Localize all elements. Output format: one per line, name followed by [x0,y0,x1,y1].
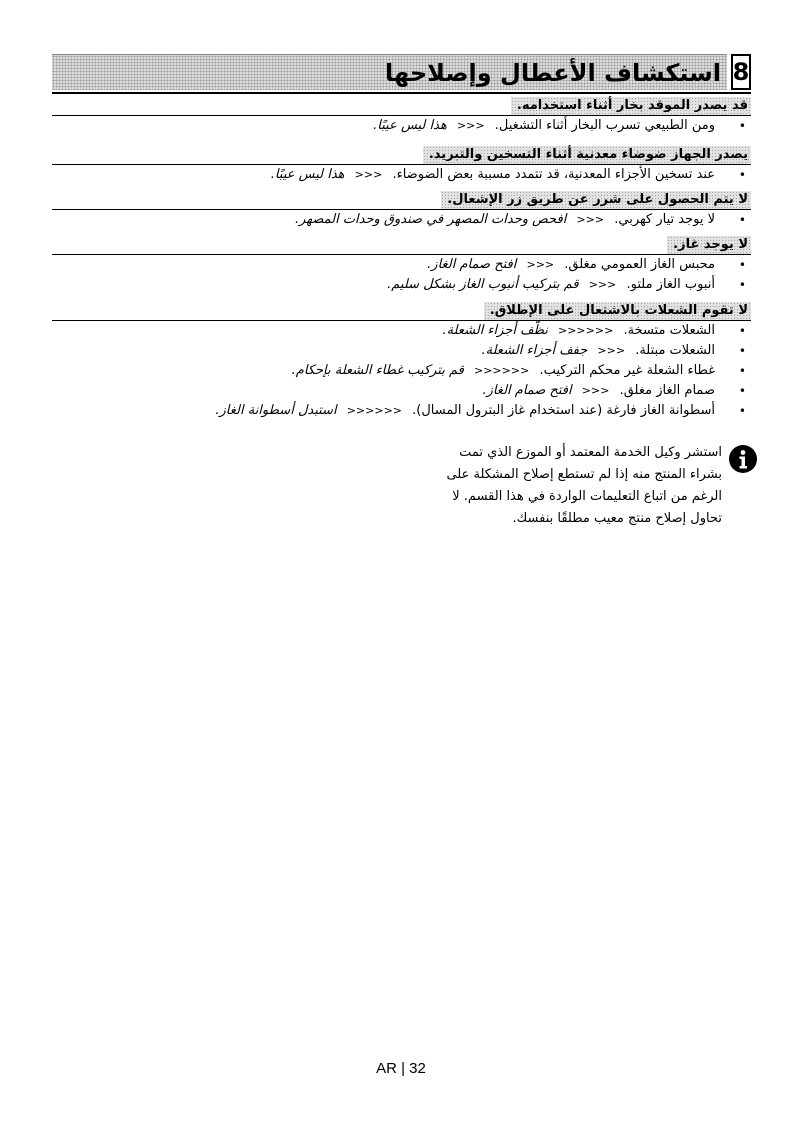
trouble-section-no-gas [52,236,751,295]
arrow-marker: >>>>>> [346,404,403,417]
trouble-section-metal-noise [52,146,751,185]
solution-text: هذا ليس عيبًا. [373,118,447,133]
bullet-icon: • [738,384,746,398]
bullet-icon: • [738,258,746,272]
cause-text: الشعلات متسخة. [623,323,715,338]
arrow-marker: >>>>>> [474,364,530,377]
bullet-icon: • [738,119,746,133]
section-heading: قد يصدر الموقد بخار أثناء استخدامه. [511,97,751,115]
arrow-marker: >>> [526,258,555,271]
solution-text: قم بتركيب غطاء الشعلة بإحكام. [291,363,464,378]
cause-text: محبس الغاز العمومي مغلق. [564,257,715,272]
arrow-marker: >>> [588,278,617,291]
list-item [52,321,751,341]
cause-text: ومن الطبيعي تسرب البخار أثناء التشغيل. [494,118,715,133]
list-item [52,275,751,295]
arrow-marker: >>> [456,119,485,132]
cause-text: عند تسخين الأجزاء المعدنية، قد تتمدد مسببة بعض الضوضاء. [392,167,715,182]
bullet-icon: • [738,278,746,292]
cause-text: أسطوانة الغاز فارغة (عند استخدام غاز البترول المسال). [412,403,715,418]
arrow-marker: >>> [354,168,383,181]
solution-text: افحص وحدات المصهر في صندوق وحدات المصهر. [295,212,567,227]
cause-text: لا يوجد تيار كهربي. [614,212,715,227]
section-heading: لا يوجد غاز. [667,236,751,254]
solution-text: افتح صمام الغاز. [482,383,572,398]
arrow-marker: >>>>>> [558,324,614,337]
section-heading: يصدر الجهاز ضوضاء معدنية أثناء التسخين والتبريد. [423,146,751,164]
solution-text: نظّف أجزاء الشعلة. [442,323,548,338]
solution-text: قم بتركيب أنبوب الغاز بشكل سليم. [387,277,579,292]
list-item [52,361,751,381]
list-item [52,341,751,361]
page-number: AR | 32 [376,1060,426,1077]
list-item [52,381,751,401]
cause-text: الشعلات مبتلة. [635,343,715,358]
section-heading: لا تقوم الشعلات بالاشتعال على الإطلاق. [484,302,751,320]
section-heading: لا يتم الحصول على شرر عن طريق زر الإشعال. [441,191,751,209]
solution-text: استبدل أسطوانة الغاز. [215,403,337,418]
list-item [52,255,751,275]
list-item [52,116,751,136]
cause-text: غطاء الشعلة غير محكم التركيب. [539,363,715,378]
trouble-section-no-spark [52,191,751,230]
list-item [52,401,751,421]
title-divider [52,92,751,94]
arrow-marker: >>> [576,213,605,226]
cause-text: أنبوب الغاز ملتو. [626,277,715,292]
bullet-icon: • [738,344,746,358]
bullet-icon: • [738,324,746,338]
bullet-icon: • [738,168,746,182]
solution-text: هذا ليس عيبًا. [270,167,345,182]
trouble-section-steam [52,97,751,136]
info-icon [728,444,758,474]
chapter-number: 8 [731,54,751,90]
list-item [52,210,751,230]
page-title: استكشاف الأعطال وإصلاحها [52,54,727,90]
solution-text: جفف أجزاء الشعلة. [481,343,588,358]
note-text: استشر وكيل الخدمة المعتمد أو الموزع الذي تمت بشراء المنتج منه إذا لم تستطع إصلاح المشكلة على الرغم من اتباع التعليمات الواردة في هذا القسم. لا تحاول إصلاح منتج معيب مطلقًا بنفسك. [446,445,722,526]
arrow-marker: >>> [581,384,610,397]
solution-text: افتح صمام الغاز. [427,257,517,272]
bullet-icon: • [738,213,746,227]
cause-text: صمام الغاز مغلق. [619,383,715,398]
info-note [428,442,758,530]
bullet-icon: • [738,364,746,378]
trouble-section-burners [52,302,751,421]
arrow-marker: >>> [597,344,626,357]
bullet-icon: • [738,404,746,418]
list-item [52,165,751,185]
chapter-title-bar [52,54,751,90]
